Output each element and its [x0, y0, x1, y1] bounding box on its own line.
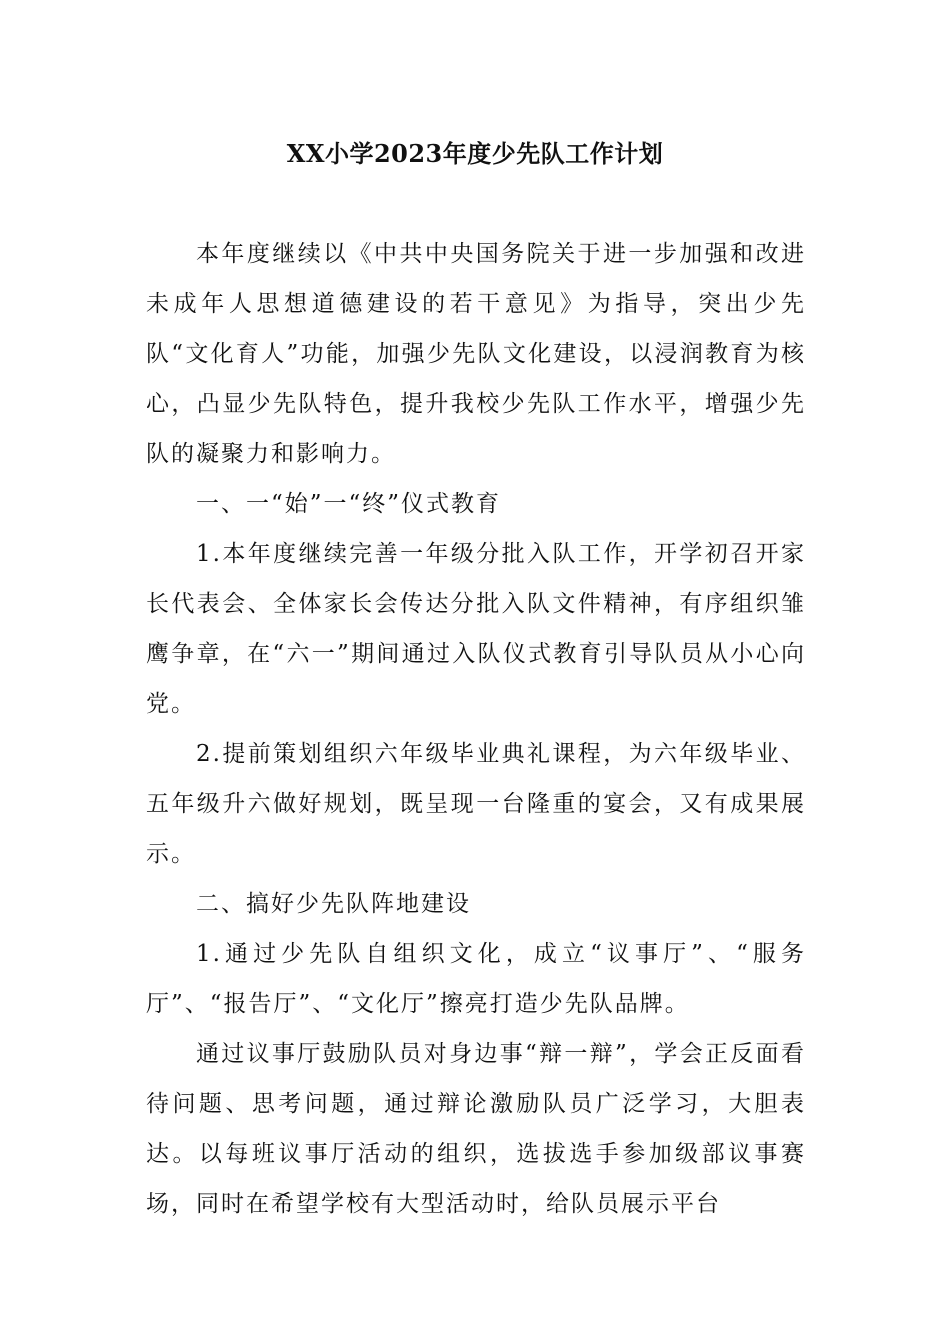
section-2-item-1: 1.通过少先队自组织文化，成立“议事厅”、“服务厅”、“报告厅”、“文化厅”擦亮打造少先队品牌。 — [146, 941, 806, 1017]
intro-paragraph: 本年度继续以《中共中央国务院关于进一步加强和改进未成年人思想道德建设的若干意见》为指导，突出少先队“文化育人”功能，加强少先队文化建设，以浸润教育为核心，凸显少先队特色，提升我校少先队工作水平，增强少先队的凝聚力和影响力。 — [146, 241, 806, 467]
section-2-detail-paragraph: 通过议事厅鼓励队员对身边事“辩一辩”，学会正反面看待问题、思考问题，通过辩论激励队员广泛学习，大胆表达。以每班议事厅活动的组织，选拔选手参加级部议事赛场，同时在希望学校有大型活动时，给队员展示平台 — [146, 1041, 806, 1217]
section-1-item-2: 2.提前策划组织六年级毕业典礼课程，为六年级毕业、五年级升六做好规划，既呈现一台隆重的宴会，又有成果展示。 — [146, 741, 806, 867]
document-body — [146, 229, 806, 1229]
section-heading-2: 二、搞好少先队阵地建设 — [196, 891, 471, 917]
document-title: XX小学2023年度少先队工作计划 — [286, 139, 664, 168]
section-1-item-1: 1.本年度继续完善一年级分批入队工作，开学初召开家长代表会、全体家长会传达分批入队文件精神，有序组织雏鹰争章，在“六一”期间通过入队仪式教育引导队员从小心向党。 — [146, 541, 806, 717]
section-heading-1: 一、一“始”一“终”仪式教育 — [196, 491, 502, 517]
